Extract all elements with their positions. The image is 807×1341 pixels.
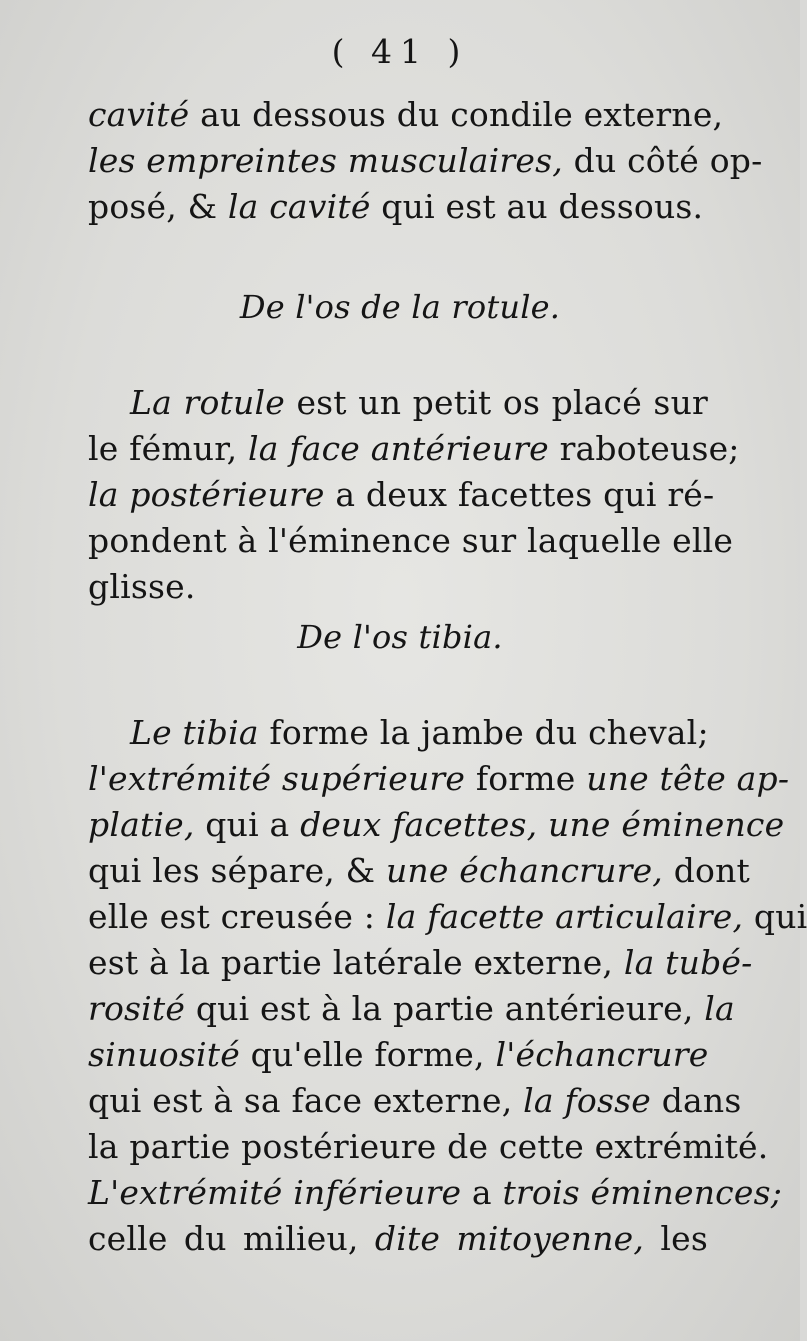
text-run: qui est au dessous. bbox=[381, 187, 704, 226]
text-line bbox=[88, 518, 734, 564]
text-line bbox=[130, 710, 708, 756]
text-line bbox=[88, 802, 785, 848]
text-run: forme la jambe du cheval; bbox=[269, 713, 709, 752]
text-line bbox=[88, 1032, 708, 1078]
text-run: qui est à sa face externe, bbox=[88, 1081, 513, 1120]
text-run: qui bbox=[753, 897, 807, 936]
italic-term: Le tibia bbox=[130, 713, 259, 752]
italic-term: l'extrémité supérieure bbox=[88, 759, 466, 798]
text-run: forme bbox=[475, 759, 576, 798]
page-number: ( 41 ) bbox=[331, 32, 469, 71]
section-heading: De l'os de la rotule. bbox=[239, 288, 561, 326]
text-line bbox=[130, 380, 708, 426]
text-line bbox=[88, 472, 715, 518]
italic-term: rosité bbox=[88, 989, 186, 1028]
italic-term: deux facettes, bbox=[300, 805, 538, 844]
italic-term: cavité bbox=[88, 95, 190, 134]
italic-term: une tête ap- bbox=[586, 759, 790, 798]
text-run: a deux facettes qui ré- bbox=[335, 475, 715, 514]
text-run: les bbox=[660, 1219, 708, 1258]
text-run: la partie postérieure de cette extrémité. bbox=[88, 1127, 769, 1166]
italic-term: dite mitoyenne, bbox=[374, 1219, 645, 1258]
italic-term: la fosse bbox=[523, 1081, 651, 1120]
italic-term: La rotule bbox=[130, 383, 285, 422]
text-line bbox=[88, 564, 708, 610]
italic-term: l'échancrure bbox=[495, 1035, 709, 1074]
text-run: glisse. bbox=[88, 567, 196, 606]
text-run: a bbox=[471, 1173, 492, 1212]
text-line bbox=[88, 426, 740, 472]
text-run: le fémur, bbox=[88, 429, 238, 468]
italic-term: les empreintes musculaires, bbox=[88, 141, 563, 180]
text-line bbox=[88, 848, 751, 894]
italic-term: la tubé- bbox=[623, 943, 753, 982]
text-run: elle est creusée : bbox=[88, 897, 376, 936]
text-run: qui est à la partie antérieure, bbox=[195, 989, 694, 1028]
section-heading: De l'os tibia. bbox=[297, 618, 503, 656]
italic-term: la bbox=[704, 989, 735, 1028]
italic-term: la face antérieure bbox=[248, 429, 549, 468]
italic-term: la cavité bbox=[227, 187, 371, 226]
italic-term: trois éminences; bbox=[502, 1173, 783, 1212]
text-line bbox=[88, 940, 753, 986]
text-run: dont bbox=[673, 851, 751, 890]
text-run: est à la partie latérale externe, bbox=[88, 943, 614, 982]
text-line bbox=[88, 986, 735, 1032]
text-run: qu'elle forme, bbox=[250, 1035, 485, 1074]
text-run: pondent à l'éminence sur laquelle elle bbox=[88, 521, 734, 560]
text-run: raboteuse; bbox=[559, 429, 740, 468]
italic-term: L'extrémité inférieure bbox=[88, 1173, 462, 1212]
italic-term: la facette articulaire, bbox=[385, 897, 744, 936]
text-run: dans bbox=[661, 1081, 742, 1120]
italic-term: la postérieure bbox=[88, 475, 325, 514]
italic-term: une échancrure, bbox=[385, 851, 663, 890]
text-run: celle du milieu, bbox=[88, 1219, 359, 1258]
text-run: qui a bbox=[205, 805, 290, 844]
text-line bbox=[88, 138, 763, 184]
text-run: est un petit os placé sur bbox=[296, 383, 708, 422]
text-run: du côté op- bbox=[573, 141, 763, 180]
text-run: posé, & bbox=[88, 187, 218, 226]
text-line bbox=[88, 1124, 769, 1170]
text-line bbox=[88, 1170, 783, 1216]
text-line bbox=[88, 1216, 708, 1262]
italic-term: sinuosité bbox=[88, 1035, 240, 1074]
text-line bbox=[88, 1078, 742, 1124]
text-line bbox=[88, 92, 724, 138]
text-line bbox=[88, 894, 807, 940]
text-run: au dessous du condile externe, bbox=[200, 95, 724, 134]
text-line bbox=[88, 756, 790, 802]
italic-term: une éminence bbox=[548, 805, 785, 844]
text-run: qui les sépare, & bbox=[88, 851, 376, 890]
text-line bbox=[88, 184, 708, 230]
italic-term: platie, bbox=[88, 805, 195, 844]
